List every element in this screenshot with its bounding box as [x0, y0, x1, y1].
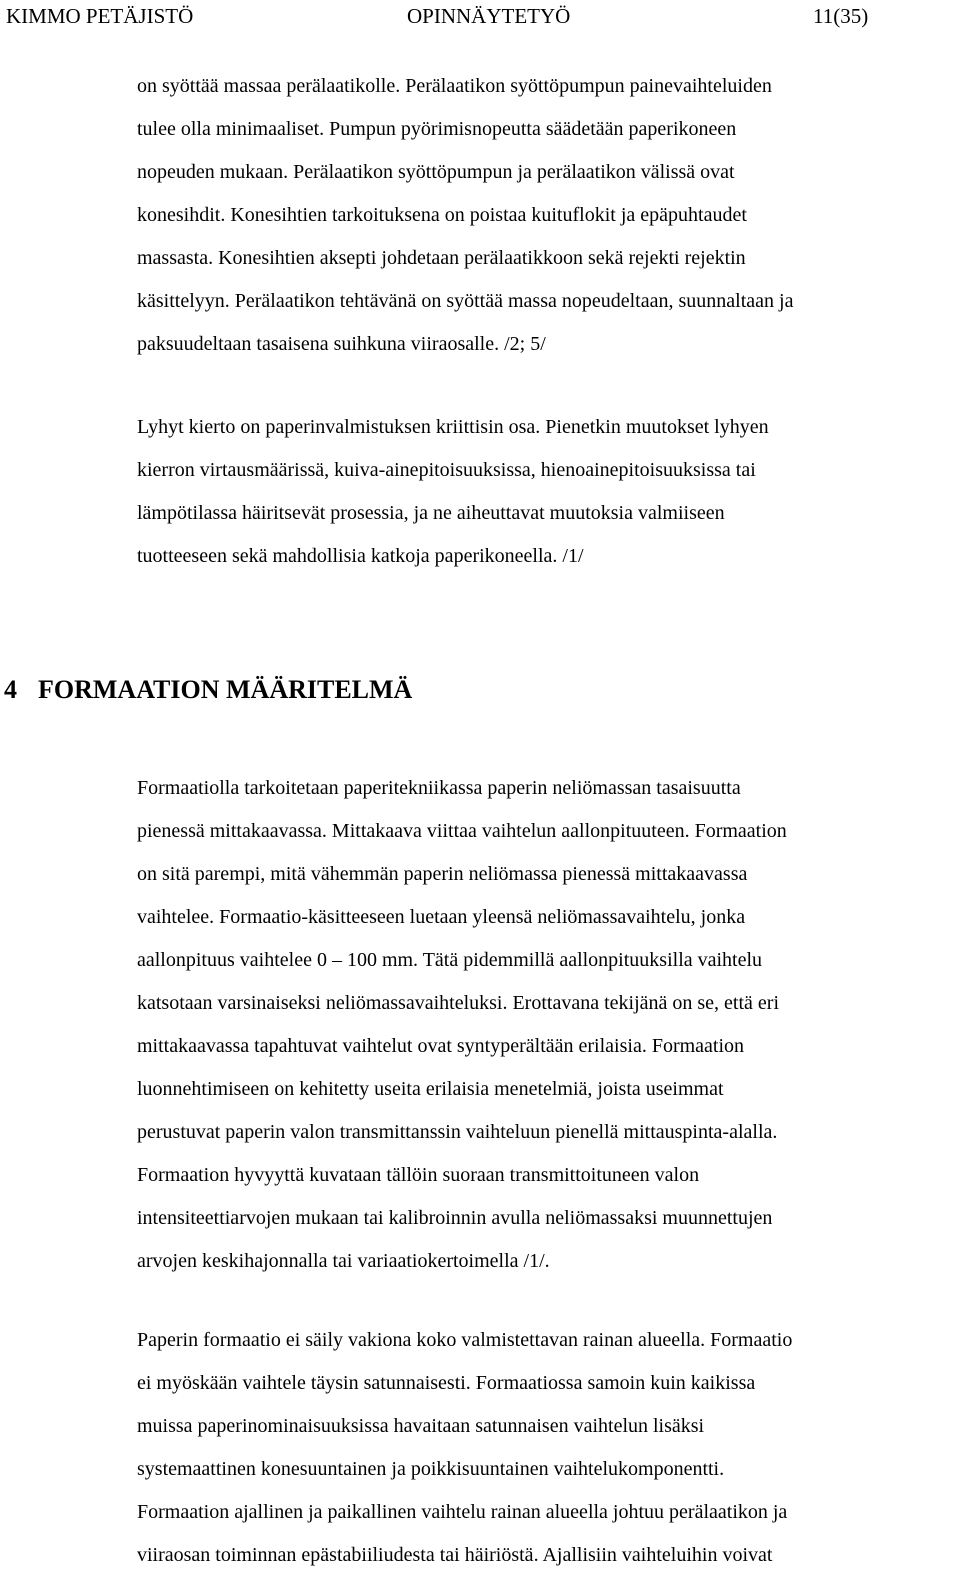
text-line: muissa paperinominaisuuksissa havaitaan satunnaisen vaihtelun lisäksi — [137, 1415, 705, 1437]
text-line: Formaation ajallinen ja paikallinen vaihtelu rainan alueella johtuu perälaatikon ja — [137, 1501, 788, 1523]
text-line: Formaation hyvyyttä kuvataan tällöin suoraan transmittoituneen valon — [137, 1164, 700, 1186]
text-line: on sitä parempi, mitä vähemmän paperin neliömassa pienessä mittakaavassa — [137, 863, 748, 885]
section-title: FORMAATION MÄÄRITELMÄ — [38, 675, 413, 704]
text-line: on syöttää massaa perälaatikolle. Perälaatikon syöttöpumpun painevaihteluiden — [137, 75, 772, 97]
section-number: 4 — [4, 675, 17, 704]
text-line: lämpötilassa häiritsevät prosessia, ja ne aiheuttavat muutoksia valmiiseen — [137, 502, 725, 524]
text-line: massasta. Konesihtien aksepti johdetaan perälaatikkoon sekä rejekti rejektin — [137, 247, 746, 269]
paragraph-2 — [137, 406, 952, 578]
header-page-number: 11(35) — [813, 4, 869, 28]
text-line: aallonpituus vaihtelee 0 – 100 mm. Tätä pidemmillä aallonpituuksilla vaihtelu — [137, 949, 763, 971]
text-line: tulee olla minimaaliset. Pumpun pyörimisnopeutta säädetään paperikoneen — [137, 118, 737, 140]
header-doc-type: OPINNÄYTETYÖ — [407, 4, 571, 28]
text-line: Paperin formaatio ei säily vakiona koko valmistettavan rainan alueella. Formaatio — [137, 1329, 793, 1351]
header-author: KIMMO PETÄJISTÖ — [6, 4, 194, 28]
text-line: ei myöskään vaihtele täysin satunnaisesti. Formaatiossa samoin kuin kaikissa — [137, 1372, 756, 1394]
text-line: katsotaan varsinaiseksi neliömassavaihteluksi. Erottavana tekijänä on se, että eri — [137, 992, 780, 1014]
text-line: nopeuden mukaan. Perälaatikon syöttöpumpun ja perälaatikon välissä ovat — [137, 161, 735, 183]
section-heading — [4, 673, 412, 707]
text-line: Lyhyt kierto on paperinvalmistuksen kriittisin osa. Pienetkin muutokset lyhyen — [137, 416, 769, 438]
paragraph-1 — [137, 65, 952, 366]
text-line: viiraosan toiminnan epästabiiliudesta tai häiriöstä. Ajallisiin vaihteluihin voivat — [137, 1544, 773, 1566]
paragraph-4 — [137, 1319, 952, 1577]
text-line: pienessä mittakaavassa. Mittakaava viittaa vaihtelun aallonpituuteen. Formaation — [137, 820, 787, 842]
paragraph-3 — [137, 767, 952, 1283]
text-line: systemaattinen konesuuntainen ja poikkisuuntainen vaihtelukomponentti. — [137, 1458, 725, 1480]
text-line: käsittelyyn. Perälaatikon tehtävänä on syöttää massa nopeudeltaan, suunnaltaan ja — [137, 290, 794, 312]
text-line: vaihtelee. Formaatio-käsitteeseen luetaan yleensä neliömassavaihtelu, jonka — [137, 906, 746, 928]
text-line: mittakaavassa tapahtuvat vaihtelut ovat syntyperältään erilaisia. Formaation — [137, 1035, 745, 1057]
text-line: perustuvat paperin valon transmittanssin vaihteluun pienellä mittauspinta-alalla. — [137, 1121, 778, 1143]
text-line: luonnehtimiseen on kehitetty useita erilaisia menetelmiä, joista useimmat — [137, 1078, 724, 1100]
page-header — [6, 2, 886, 30]
text-line: Formaatiolla tarkoitetaan paperitekniikassa paperin neliömassan tasaisuutta — [137, 777, 741, 799]
text-line: tuotteeseen sekä mahdollisia katkoja paperikoneella. /1/ — [137, 545, 584, 567]
text-line: intensiteettiarvojen mukaan tai kalibroinnin avulla neliömassaksi muunnettujen — [137, 1207, 773, 1229]
text-line: paksuudeltaan tasaisena suihkuna viiraosalle. /2; 5/ — [137, 333, 546, 355]
text-line: arvojen keskihajonnalla tai variaatiokertoimella /1/. — [137, 1250, 550, 1272]
text-line: kierron virtausmäärissä, kuiva-ainepitoisuuksissa, hienoainepitoisuuksissa tai — [137, 459, 756, 481]
text-line: konesihdit. Konesihtien tarkoituksena on poistaa kuituflokit ja epäpuhtaudet — [137, 204, 747, 226]
